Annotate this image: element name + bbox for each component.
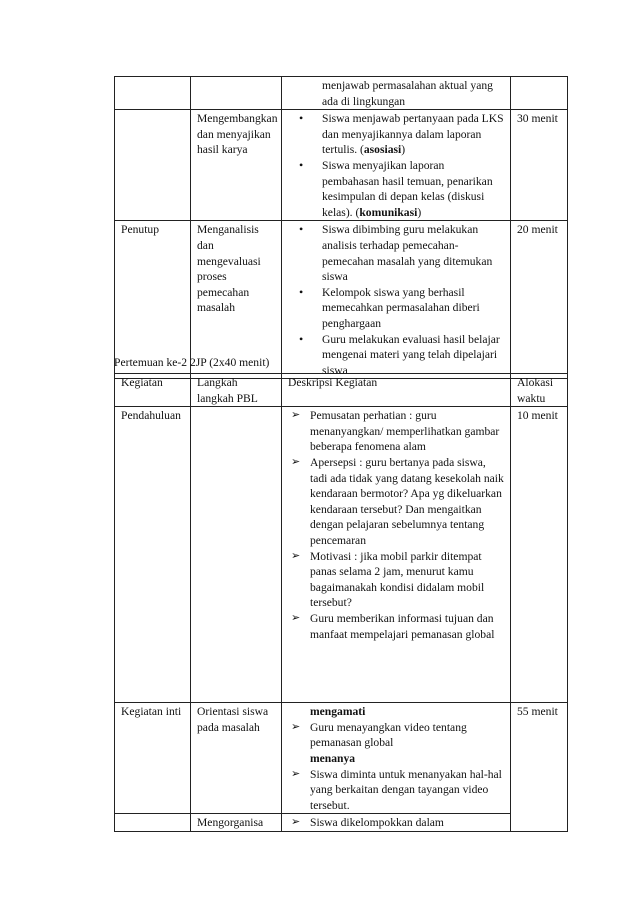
phase-heading: mengamati xyxy=(310,705,366,719)
table-row xyxy=(115,703,568,814)
step-cell: Menganalisis dan mengevaluasi proses pemecahan masalah xyxy=(191,221,282,379)
time-cell: 30 menit xyxy=(511,110,568,221)
table-header-row xyxy=(115,374,568,407)
table-row xyxy=(115,814,568,832)
description-list xyxy=(288,222,504,378)
time-cell: 20 menit xyxy=(511,221,568,379)
activity-table-meeting-2 xyxy=(114,373,568,832)
description-list xyxy=(288,720,504,751)
description-list xyxy=(288,767,504,814)
time-cell: 55 menit xyxy=(511,703,568,832)
description-text: menjawab permasalahan aktual yang ada di lingkungan xyxy=(322,79,493,108)
list-item: ➢ Motivasi : jika mobil parkir ditempat panas selama 2 jam, menurut kamu bagaimanakah kondisi didalam mobil tersebut? xyxy=(288,549,504,611)
step-cell: Mengembangkan dan menyajikan hasil karya xyxy=(191,110,282,221)
list-item: • Siswa menjawab pertanyaan pada LKS dan menyajikannya dalam laporan tertulis. (asosiasi) xyxy=(288,111,504,158)
list-item: ➢ Pemusatan perhatian : guru menanyangkan/ memperlihatkan gambar beberapa fenomena alam xyxy=(288,408,504,455)
list-item: ➢ Guru menayangkan video tentang pemanasan global xyxy=(288,720,504,751)
list-item: • Kelompok siswa yang berhasil memecahkan permasalahan diberi penghargaan xyxy=(288,285,504,332)
list-item: ➢ Guru memberikan informasi tujuan dan manfaat mempelajari pemanasan global xyxy=(288,611,504,642)
header-kegiatan: Kegiatan xyxy=(115,374,191,407)
activity-cell: Kegiatan inti xyxy=(115,703,191,814)
list-item: • Siswa menyajikan laporan pembahasan hasil temuan, penarikan kesimpulan di depan kelas (diskusi kelas). (komunikasi) xyxy=(288,158,504,220)
table-row xyxy=(115,110,568,221)
header-langkah: Langkah langkah PBL xyxy=(191,374,282,407)
description-list xyxy=(288,111,504,220)
table-row xyxy=(115,407,568,703)
list-item: • Guru melakukan evaluasi hasil belajar mengenai materi yang telah dipelajari siswa xyxy=(288,332,504,379)
step-cell: Orientasi siswa pada masalah xyxy=(191,703,282,814)
header-alokasi: Alokasi waktu xyxy=(511,374,568,407)
description-list xyxy=(288,408,504,642)
list-item: • Siswa dibimbing guru melakukan analisis terhadap pemecahan-pemecahan masalah yang ditemukan siswa xyxy=(288,222,504,284)
list-item: ➢ Siswa dikelompokkan dalam xyxy=(288,815,504,831)
list-item: ➢ Siswa diminta untuk menanyakan hal-hal yang berkaitan dengan tayangan video tersebut. xyxy=(288,767,504,814)
description-list xyxy=(288,815,504,831)
phase-heading: menanya xyxy=(310,751,356,765)
table-row xyxy=(115,77,568,110)
header-deskripsi: Deskripsi Kegiatan xyxy=(282,374,511,407)
time-cell: 10 menit xyxy=(511,407,568,703)
step-cell: Mengorganisa xyxy=(191,814,282,832)
activity-cell: Penutup xyxy=(115,221,191,379)
list-item: ➢ Apersepsi : guru bertanya pada siswa, tadi ada tidak yang datang kesekolah naik kendaraan bermotor? Apa yg dikeluarkan kendaraan tersebut? Dan mengaitkan dengan pelajaran sebelumnya tentang pencemaran xyxy=(288,455,504,549)
section-title: Pertemuan ke-2 2JP (2x40 menit) xyxy=(114,356,270,369)
activity-table-continued xyxy=(114,76,568,379)
activity-cell: Pendahuluan xyxy=(115,407,191,703)
